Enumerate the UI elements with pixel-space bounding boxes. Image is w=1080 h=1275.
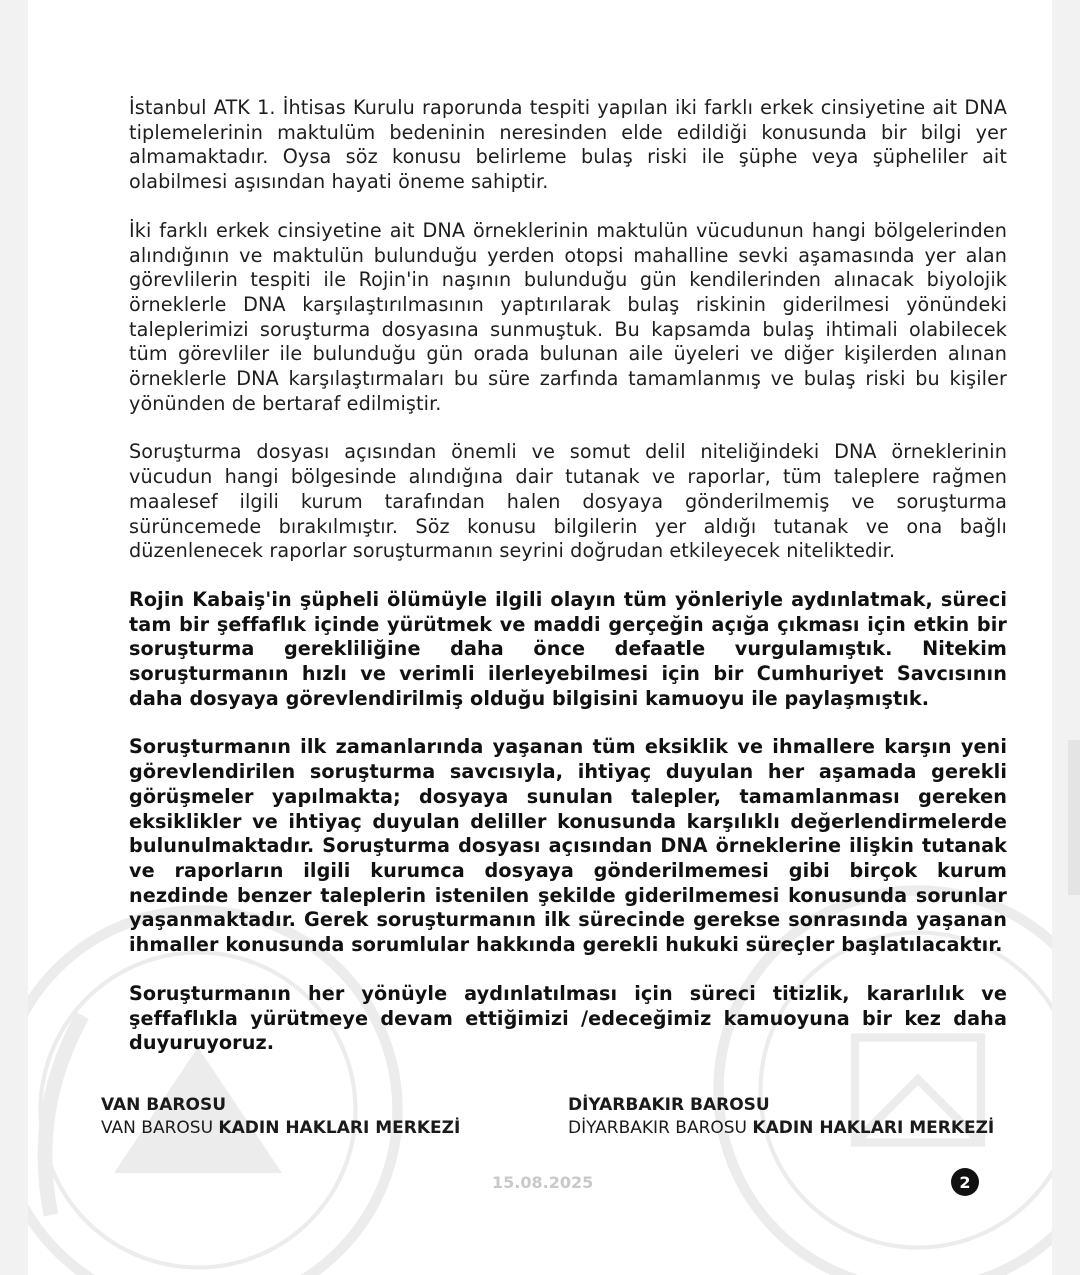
page-number-badge: 2: [951, 1168, 979, 1196]
signature-sub: VAN BAROSU KADIN HAKLARI MERKEZİ: [101, 1118, 461, 1138]
document-page: [28, 0, 1052, 1275]
signature-org: DİYARBAKIR BAROSU: [568, 1095, 770, 1115]
paragraph-2: İki farklı erkek cinsiyetine ait DNA örneklerinin maktulün vücudunun hangi bölgelerinden alındığının ve maktulün bulunduğu yerden otopsi mahalline sevki aşamasında yer alan görevlilerin tespiti ile Rojin'in naşının bulunduğu gün kendilerinden alınacak biyolojik örneklerle DNA karşılaştırılmasının yaptırılarak bulaş riskinin giderilmesi yönündeki taleplerimizi soruşturma dosyasına sunmuştuk. Bu kapsamda bulaş ihtimali olabilecek tüm görevliler ile bulunduğu gün orada bulunan aile üyeleri ve diğer kişilerden alınan örneklerle DNA karşılaştırmaları bu süre zarfında tamamlanmış ve bulaş riski bu kişiler yönünden de bertaraf edilmiştir.: [129, 218, 1007, 415]
signature-diyarbakir-barosu: [568, 1094, 994, 1140]
signature-sub: DİYARBAKIR BAROSU KADIN HAKLARI MERKEZİ: [568, 1118, 995, 1138]
document-date: 15.08.2025: [492, 1173, 594, 1192]
paragraph-5: Soruşturmanın ilk zamanlarında yaşanan tüm eksiklik ve ihmallere karşın yeni görevlendirilen soruşturma savcısıyla, ihtiyaç duyulan her aşamada gerekli görüşmeler yapılmakta; dosyaya sunulan talepler, tamamlanması gereken eksiklikler ve ihtiyaç duyulan deliller konusunda karşılıklı değerlendirmelerde bulunulmaktadır. Soruşturma dosyası açısından DNA örneklerine ilişkin tutanak ve raporların ilgili kurumca dosyaya gönderilmemesi gibi birçok kurum nezdinde benzer taleplerin istenilen şekilde giderilmemesi konusunda sorunlar yaşanmaktadır. Gerek soruşturmanın ilk sürecinde gerekse sonrasında yaşanan ihmaller konusunda sorumlular hakkında gerekli hukuki süreçler başlatılacaktır.: [129, 735, 1007, 957]
document-body: [129, 96, 1007, 1080]
paragraph-3: Soruşturma dosyası açısından önemli ve somut delil niteliğindeki DNA örneklerinin vücudun hangi bölgesinde alındığına dair tutanak ve raporlar, tüm taleplere rağmen maalesef ilgili kurum tarafından halen dosyaya gönderilmemiş ve soruşturma sürüncemede bırakılmıştır. Söz konusu bilgilerin yer aldığı tutanak ve ona bağlı düzenlenecek raporlar soruşturmanın seyrini doğrudan etkileyecek niteliktedir.: [129, 440, 1007, 563]
paragraph-1: İstanbul ATK 1. İhtisas Kurulu raporunda tespiti yapılan iki farklı erkek cinsiyetine ait DNA tiplemelerinin maktulüm bedeninin neresinden elde edildiği konusunda bir bilgi yer almamaktadır. Oysa söz konusu belirleme bulaş riski ile şüphe veya şüpheliler ait olabilmesi aşısından hayati öneme sahiptir.: [129, 96, 1007, 194]
paragraph-4: Rojin Kabaiş'in şüpheli ölümüyle ilgili olayın tüm yönleriyle aydınlatmak, süreci tam bir şeffaflık içinde yürütmek ve maddi gerçeğin açığa çıkması için etkin bir soruşturma gerekliliğine daha önce defaatle vurgulamıştık. Nitekim soruşturmanın hızlı ve verimli ilerleyebilmesi için bir Cumhuriyet Savcısının daha dosyaya görevlendirilmiş olduğu bilgisini kamuoyu ile paylaşmıştık.: [129, 587, 1007, 710]
side-scroll-tab: [1068, 740, 1080, 895]
signature-org: VAN BAROSU: [101, 1095, 227, 1115]
paragraph-6: Soruşturmanın her yönüyle aydınlatılması için süreci titizlik, kararlılık ve şeffaflıkla yürütmeye devam ettiğimizi /edeceğimiz kamuoyuna bir kez daha duyuruyoruz.: [129, 981, 1007, 1055]
signature-van-barosu: [101, 1094, 460, 1140]
